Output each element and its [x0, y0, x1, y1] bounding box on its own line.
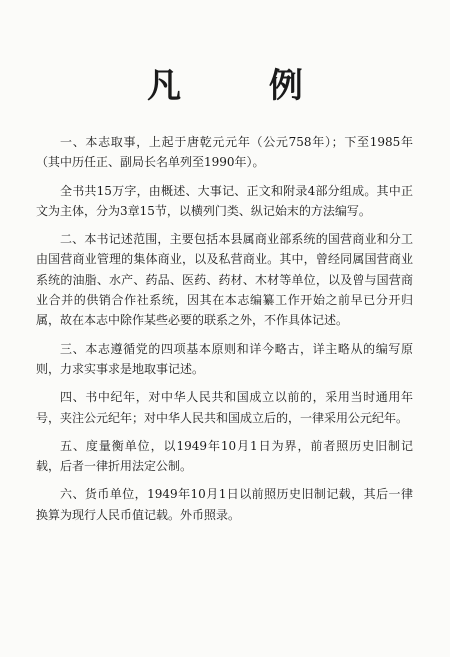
paragraph-5: 四、书中纪年，对中华人民共和国成立以前的，采用当时通用年号，夹注公元纪年；对中华人民共和国成立后的，一律采用公元纪年。	[36, 390, 413, 425]
paragraph-2: 全书共15万字，由概述、大事记、正文和附录4部分组成。其中正文为主体，分为3章15节，以横列门类、纵记始末的方法编写。	[36, 183, 413, 218]
paragraph-3: 二、本书记述范围，主要包括本县属商业部系统的国营商业和分工由国营商业管理的集体商业，以及私营商业。其中，曾经同属国营商业系统的油脂、水产、药品、医药、药材、木材等单位，以及曾与国营商业合并的供销合作社系统，因其在本志编纂工作开始之前早已分开归属，故在本志中除作某些必要的联系之外，不作具体记述。	[36, 232, 413, 328]
page-title: 凡 例	[147, 66, 341, 106]
paragraph-6: 五、度量衡单位，以1949年10月1日为界，前者照历史旧制记载，后者一律折用法定公制。	[36, 438, 413, 474]
paragraph-1: 一、本志取事，上起于唐乾元元年（公元758年）；下至1985年（其中历任正、副局长名单列至1990年）。	[36, 135, 413, 170]
paragraph-7: 六、货币单位，1949年10月1日以前照历史旧制记载，其后一律换算为现行人民币值记载。外币照录。	[36, 487, 413, 522]
paragraph-4: 三、本志遵循党的四项基本原则和详今略古，详主略从的编写原则，力求实事求是地取事记述。	[36, 341, 413, 376]
document-body	[36, 132, 413, 533]
